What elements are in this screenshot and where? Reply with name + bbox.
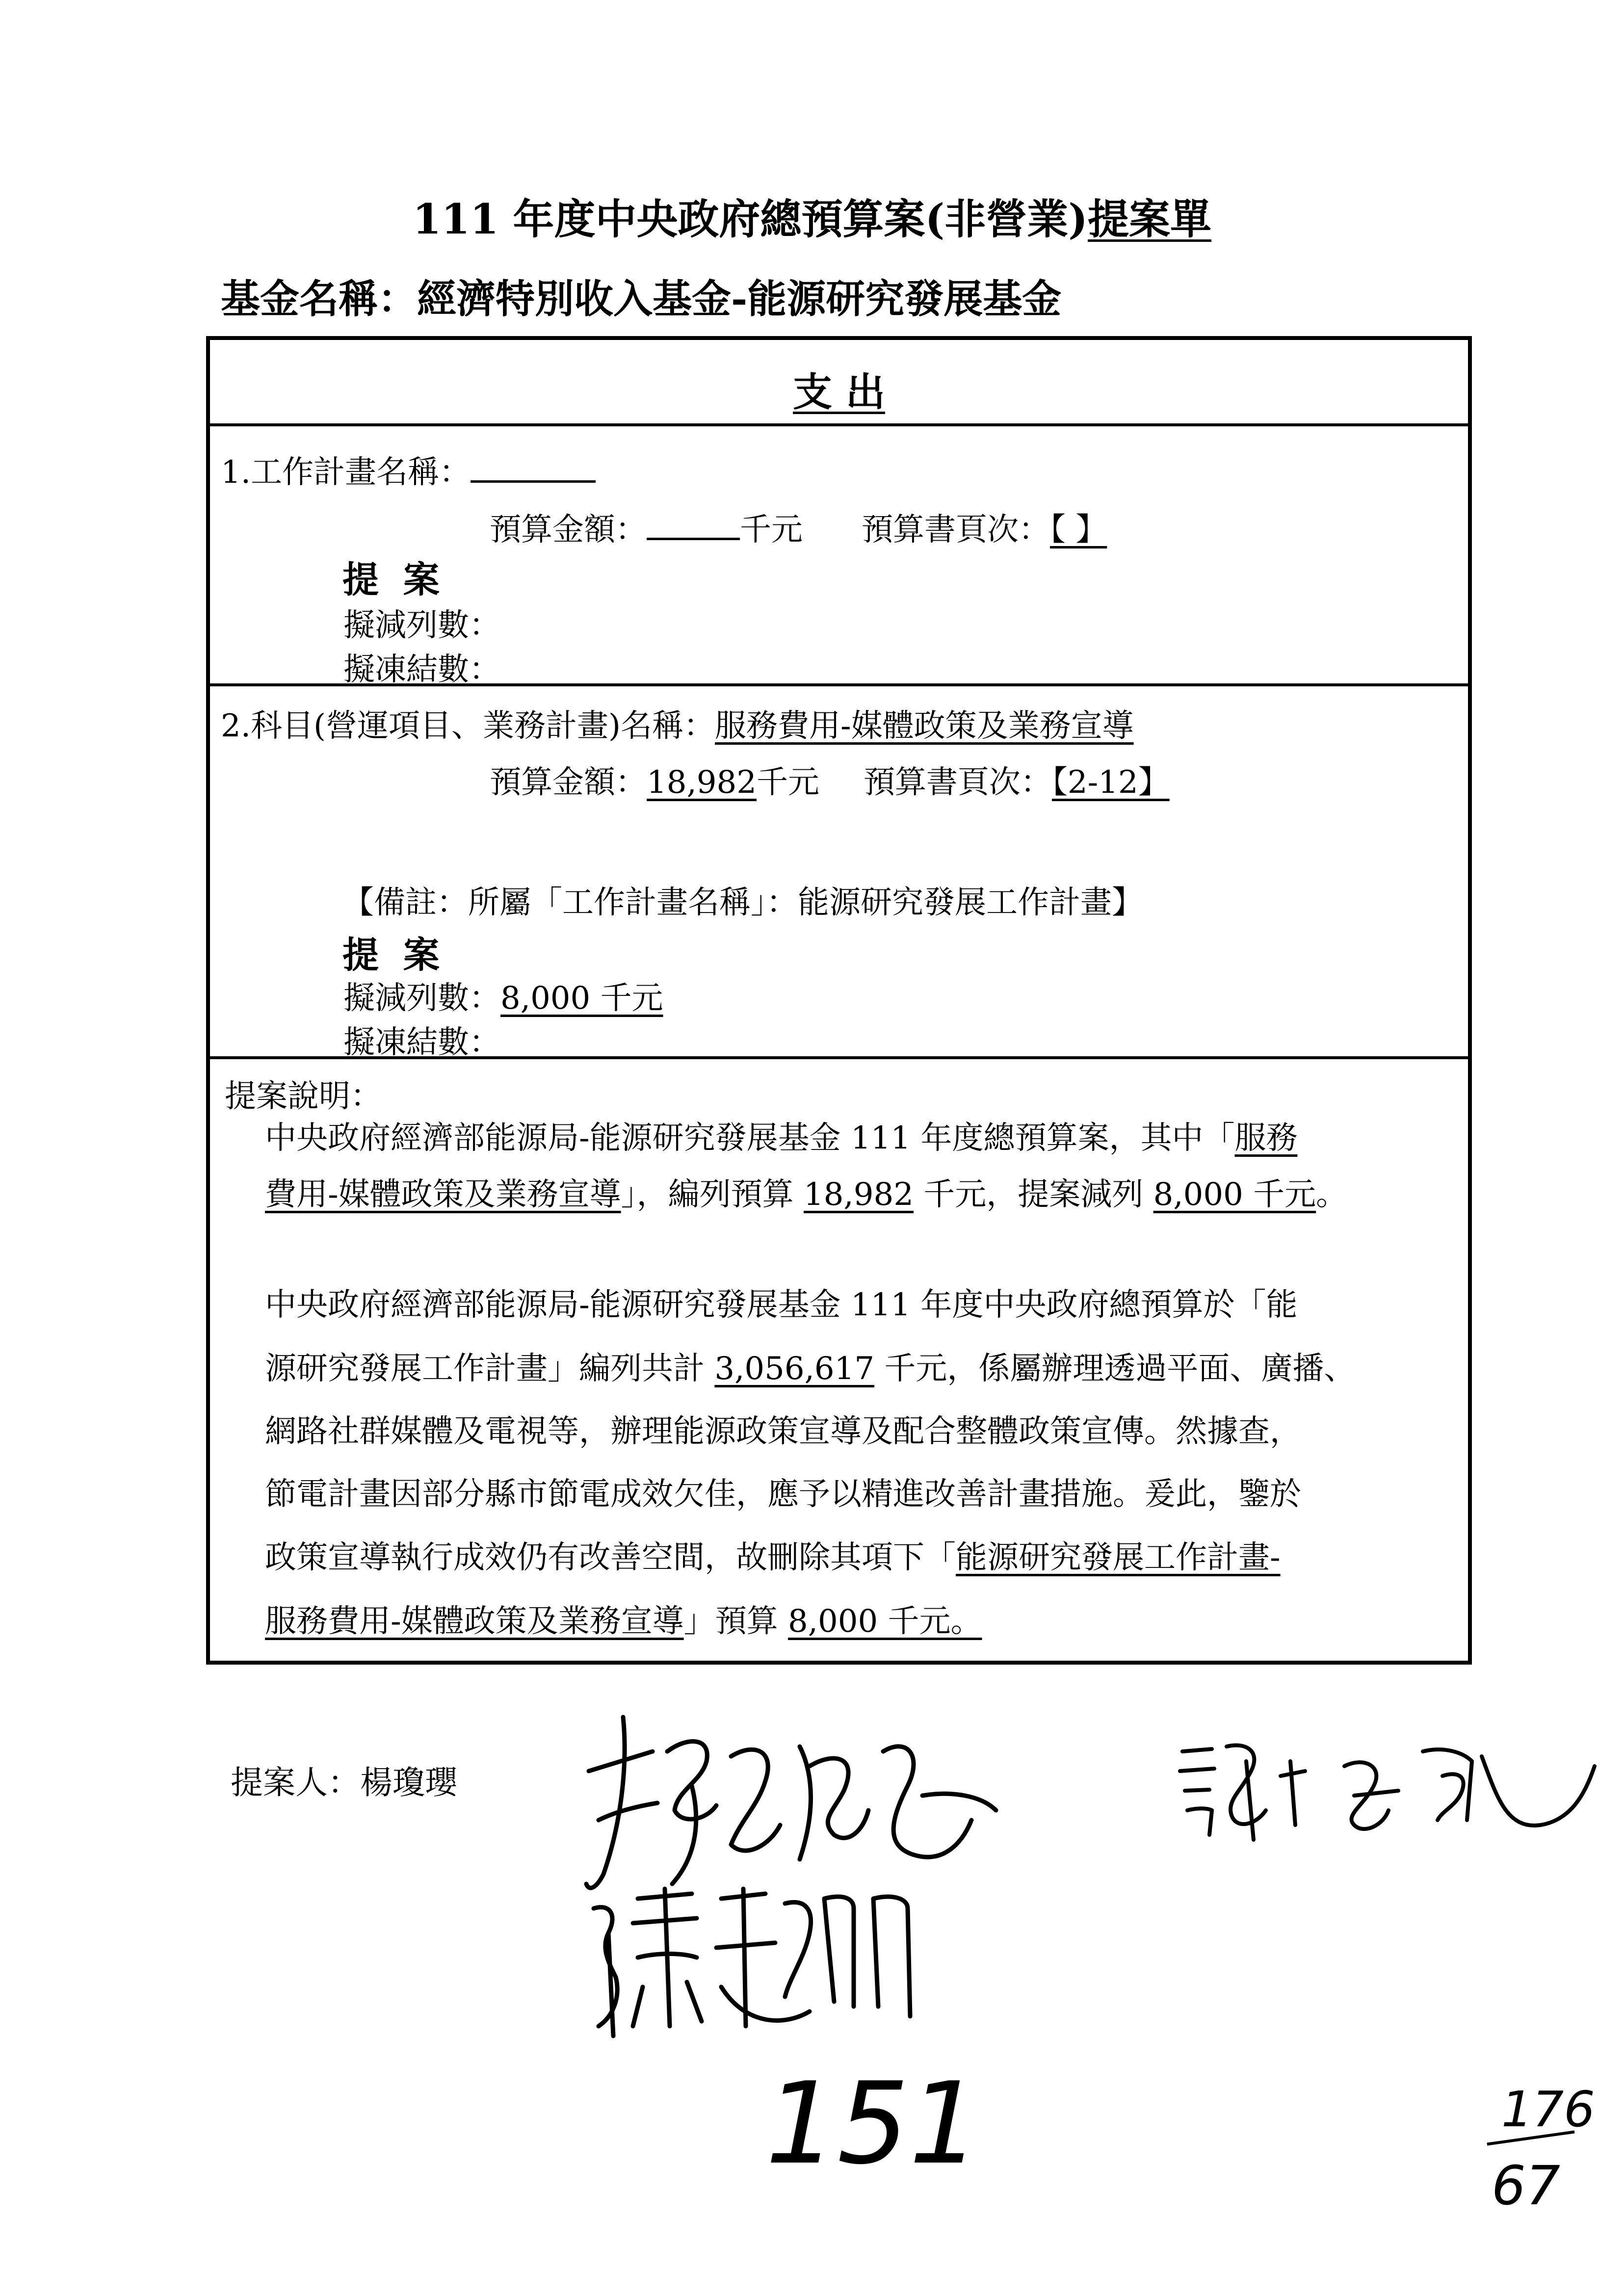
item2-proposal-heading: 提 案 (342, 934, 445, 976)
item2-note: 【備註：所屬「工作計畫名稱」：能源研究發展工作計畫】 (342, 885, 1143, 921)
item2-budget-value: 18,982 (647, 764, 757, 801)
fund-name-line (221, 267, 1061, 324)
page-number: 151 (765, 2059, 981, 2190)
explanation-p2-line6: 服務費用-媒體政策及業務宣導」預算 8,000 千元。 (265, 1603, 982, 1640)
item2-cut-value: 8,000 千元 (500, 980, 663, 1017)
item1-proposal-heading: 提 案 (342, 559, 445, 601)
item2-freeze-line: 擬凍結數： (343, 1024, 500, 1061)
divider (210, 423, 1468, 426)
signature-2 (1168, 1722, 1599, 1850)
proposer-name: 楊瓊瓔 (360, 1764, 457, 1801)
explanation-p1-line2: 費用-媒體政策及業務宣導」，編列預算 18,982 千元，提案減列 8,000 千元。 (265, 1176, 1348, 1213)
item1-cut-line: 擬減列數： (343, 607, 500, 644)
item1-page-value: 【 】 (1050, 512, 1107, 548)
blank-field (471, 451, 596, 483)
explanation-p2-line5: 政策宣導執行成效仍有改善空間，故刪除其項下「能源研究發展工作計畫- (265, 1539, 1281, 1576)
explanation-p2-line4: 節電計畫因部分縣市節電成效欠佳，應予以精進改善計畫措施。爰此，鑒於 (265, 1476, 1301, 1513)
item2-title: 2.科目(營運項目、業務計畫)名稱：服務費用-媒體政策及業務宣導 (221, 708, 1134, 744)
signature-3 (579, 1879, 922, 2041)
item2-page-value: 【2-12】 (1051, 764, 1170, 801)
explanation-p2-line2: 源研究發展工作計畫」編列共計 3,056,617 千元，係屬辦理透過平面、廣播、 (265, 1351, 1356, 1387)
explanation-p2-line3: 網路社群媒體及電視等，辦理能源政策宣導及配合整體政策宣傳。然據查， (265, 1413, 1301, 1450)
explanation-p2-line1: 中央政府經濟部能源局-能源研究發展基金 111 年度中央政府總預算於「能 (265, 1287, 1298, 1323)
title-text: 111 年度中央政府總預算案(非營業) (412, 195, 1088, 243)
item2-name: 服務費用-媒體政策及業務宣導 (715, 708, 1134, 744)
corner-number-bottom: 67 (1492, 2154, 1560, 2217)
fund-label: 基金名稱： (221, 276, 417, 322)
proposer-line: 提案人：楊瓊瓔 (231, 1764, 457, 1801)
item2-cut-line: 擬減列數：8,000 千元 (343, 980, 663, 1017)
signature-1 (569, 1697, 1011, 1904)
explanation-p1-line1: 中央政府經濟部能源局-能源研究發展基金 111 年度總預算案，其中「服務 (265, 1120, 1298, 1156)
item1-freeze-line: 擬凍結數： (343, 652, 500, 688)
proposal-form (206, 336, 1472, 1665)
item2-budget-line: 預算金額：18,982千元 預算書頁次：【2-12】 (490, 764, 1170, 801)
explanation-heading: 提案說明： (225, 1078, 382, 1115)
page-title (0, 186, 1624, 246)
fund-name: 經濟特別收入基金-能源研究發展基金 (417, 276, 1062, 322)
item1-budget-line: 預算金額： 千元 預算書頁次：【 】 (490, 504, 1107, 549)
section-header: 支 出 (793, 369, 885, 415)
blank-field (647, 509, 740, 540)
corner-number-top: 176 (1501, 2081, 1595, 2138)
divider (210, 1056, 1468, 1059)
item1-title: 1.工作計畫名稱： (221, 447, 596, 492)
title-emphasis: 提案單 (1088, 195, 1212, 243)
divider (210, 683, 1468, 686)
